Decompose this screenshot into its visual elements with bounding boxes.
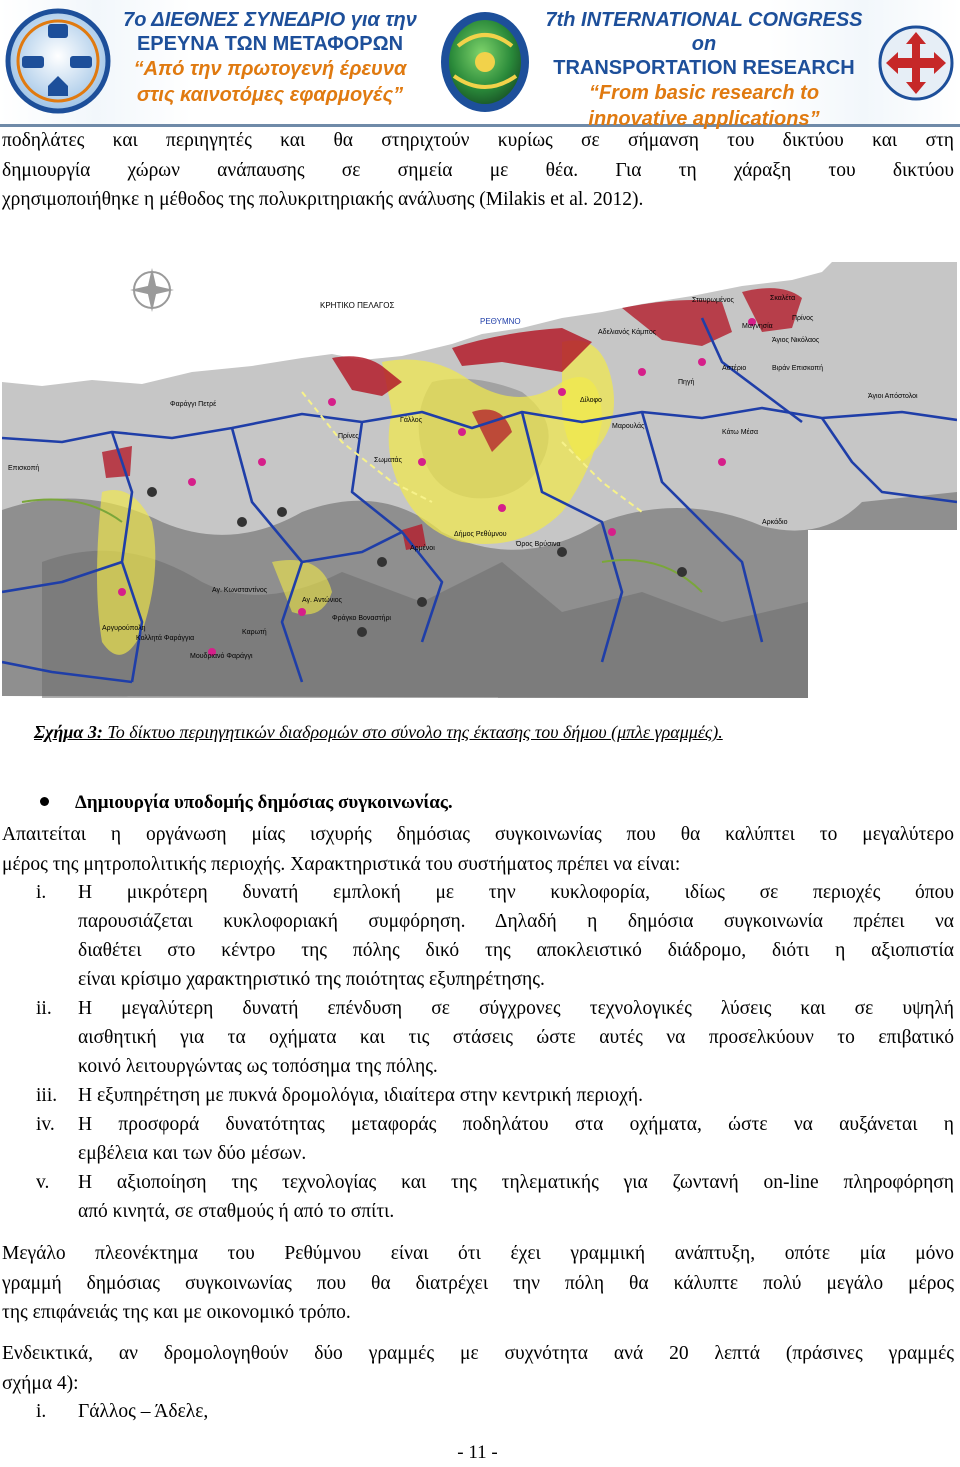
- banner-gr-title: 7ο ΔΙΕΘΝΕΣ ΣΥΝΕΔΡΙΟ για την: [123, 9, 417, 31]
- paragraph-line: της επιφάνειάς της και με οικονομικό τρόπο.: [2, 1302, 351, 1323]
- intro-paragraph: [2, 126, 954, 215]
- list-item-line: είναι κρίσιμο χαρακτηριστικό της ποιότητας εξυπηρέτησης.: [78, 969, 545, 990]
- banner-gr-motto-2: στις καινοτόμες εφαρμογές”: [136, 84, 404, 106]
- congress-globe-logo-icon: [436, 6, 534, 118]
- map-label: Κάτω Μέσα: [722, 429, 759, 436]
- map-label: Σωματάς: [374, 457, 402, 464]
- map-label: Άγιοι Απόστολοι: [868, 393, 918, 400]
- intro-line: χρησιμοποιήθηκε η μέθοδος της πολυκριτηριακής ανάλυσης (Milakis et al. 2012).: [2, 189, 644, 210]
- map-label: Άγιος Νικόλαος: [772, 337, 820, 344]
- map-label: Μαρουλάς: [612, 423, 645, 430]
- map-label: Αστέριο: [722, 365, 747, 372]
- list-item: [2, 994, 954, 1081]
- map-label: Αγ. Αντώνιος: [302, 597, 343, 604]
- map-label: Πηγή: [678, 379, 695, 386]
- paragraph-line: Απαιτείται η οργάνωση μίας ισχυρής δημόσιας συγκοινωνίας που θα καλύπτει το μεγαλύτερο: [2, 824, 954, 845]
- paragraph-line: Μεγάλο πλεονέκτημα του Ρεθύμνου είναι ότι έχει γραμμική ανάπτυξη, οπότε μία μόνο: [2, 1243, 954, 1264]
- paragraph-line: γραμμή δημόσιας συγκοινωνίας που θα διατρέχει την πόλη θα κάλυπτε πολύ μεγάλο μέρος: [2, 1272, 954, 1294]
- list-item: [2, 878, 954, 994]
- list-item: [2, 1081, 954, 1110]
- page-number: - 11 -: [457, 1442, 498, 1463]
- map-label: Μαγνησία: [742, 323, 773, 330]
- transport-modes-logo-icon: [4, 4, 112, 118]
- banner-en-motto-2: innovative applications”: [588, 108, 820, 130]
- intro-line: δημιουργία χώρων ανάπαυσης σε σημεία με θέα. Για τη χάραξη του δικτύου: [2, 159, 954, 181]
- map-label: Δίλοφο: [580, 397, 602, 404]
- banner-greek-text: [110, 8, 430, 108]
- banner-gr-subtitle: ΕΡΕΥΝΑ ΤΩΝ ΜΕΤΑΦΟΡΩΝ: [136, 33, 404, 55]
- map-label: Όρος Βρύσινα: [516, 541, 561, 548]
- intro-line: ποδηλάτες και περιηγητές και θα στηριχτούν κυρίως σε σήμανση του δικτύου και στη: [2, 130, 954, 151]
- list-item-line: διαθέτει στο κέντρο της πόλης δικό της αποκλειστικό διάδρομο, διότι η αξιοπιστία: [78, 940, 954, 961]
- map-label: Επισκοπή: [8, 465, 40, 472]
- list-item-line: κοινό λειτουργώντας ως τοπόσημα της πόλης.: [78, 1056, 438, 1077]
- map-label: Αγ. Κωνσταντίνος: [212, 587, 268, 594]
- map-label-city: ΡΕΘΥΜΝΟ: [480, 317, 521, 326]
- list-item: [2, 1110, 954, 1168]
- bullet-heading-text: Δημιουργία υποδομής δημόσιας συγκοινωνίας.: [75, 792, 453, 813]
- banner-english-text: [532, 8, 876, 132]
- banner-en-motto-1: “From basic research to: [588, 82, 820, 104]
- list-item-line: Η προσφορά δυνατότητας μεταφοράς ποδηλάτου στα οχήματα, ώστε να αυξάνεται η: [78, 1114, 954, 1135]
- map-label: Κολλητά Φαράγγια: [136, 635, 195, 642]
- list-item-number: ii.: [36, 998, 52, 1019]
- map-label: Αρκάδιο: [762, 519, 788, 526]
- lines-example-paragraph: [2, 1339, 954, 1398]
- list-item-line: Η εξυπηρέτηση με πυκνά δρομολόγια, ιδιαίτερα στην κεντρική περιοχή.: [78, 1085, 643, 1106]
- list-item-number: i.: [36, 1401, 47, 1422]
- map-label: Πρίνος: [792, 315, 814, 322]
- bullet-icon: [40, 797, 49, 806]
- list-item-number: iv.: [36, 1114, 55, 1135]
- banner-en-title: 7th INTERNATIONAL CONGRESS on: [545, 9, 863, 55]
- crossroad-arrows-logo-icon: [876, 10, 956, 116]
- paragraph-line: σχήμα 4):: [2, 1372, 79, 1394]
- list-item-number: i.: [36, 882, 47, 903]
- banner-gr-motto-1: “Από την πρωτογενή έρευνα: [133, 58, 407, 80]
- list-item-line: Η αξιοποίηση της τεχνολογίας και της τηλεματικής για ζωντανή on-line πληροφόρηση: [78, 1172, 954, 1193]
- map-label: Πρίνες: [338, 433, 359, 440]
- list-item-line: Η μεγαλύτερη δυνατή επένδυση σε σύγχρονες τεχνολογικές λύσεις και σε υψηλή: [78, 998, 954, 1019]
- map-label: Σκαλέτα: [770, 295, 796, 302]
- figure-caption-label: Σχήμα 3:: [34, 722, 103, 742]
- list-item: [2, 1168, 954, 1226]
- list-item-number: iii.: [36, 1085, 58, 1106]
- linear-development-paragraph: [2, 1239, 954, 1328]
- map-label: Μουδριανό Φαράγγι: [190, 653, 253, 660]
- list-item-line: εμβέλεια και των δύο μέσων.: [78, 1143, 307, 1164]
- list-item-line: Γάλλος – Άδελε,: [78, 1401, 209, 1422]
- list-item-line: από κινητά, σε σταθμούς ή από το σπίτι.: [78, 1201, 395, 1222]
- map-label: Φαράγγι Πετρέ: [170, 401, 217, 408]
- map-label: Βιράν Επισκοπή: [772, 365, 824, 372]
- routes-network-map: [2, 262, 957, 698]
- figure-caption: [34, 722, 934, 743]
- paragraph-line: Ενδεικτικά, αν δρομολογηθούν δύο γραμμές με συχνότητα ανά 20 λεπτά (πράσινες γραμμές: [2, 1343, 954, 1364]
- map-label: Αργυρούπολη: [102, 625, 146, 632]
- conference-banner: [0, 0, 960, 130]
- map-label: Καρωτή: [242, 629, 267, 636]
- map-label: Φράγκο Βοναστήρι: [332, 615, 391, 622]
- paragraph-line: μέρος της μητροπολιτικής περιοχής. Χαρακτηριστικά του συστήματος πρέπει να είναι:: [2, 853, 681, 875]
- map-label: Σταυρωμένος: [692, 297, 734, 304]
- map-label: Αρμένοι: [410, 545, 435, 552]
- requirements-list: [2, 878, 954, 1226]
- list-item-line: αισθητική για τα οχήματα και τις στάσεις ώστε αυτές να προσελκύουν το επιβατικό: [78, 1027, 954, 1048]
- figure-caption-text: Το δίκτυο περιηγητικών διαδρομών στο σύνολο της έκτασης του δήμου (μπλε γραμμές).: [102, 722, 723, 742]
- list-item-line: παρουσιάζεται κυκλοφοριακή συμφόρηση. Δηλαδή η δημόσια συγκοινωνία πρέπει να: [78, 911, 954, 932]
- section-bullet-heading: [40, 792, 453, 814]
- map-label: Αδελιανός Κάμπος: [598, 329, 657, 336]
- list-item-number: v.: [36, 1172, 50, 1193]
- map-label: Δήμος Ρεθύμνου: [454, 531, 507, 538]
- map-label: Γάλλος: [400, 417, 423, 424]
- list-item-line: Η μικρότερη δυνατή εμπλοκή με την κυκλοφορία, ιδίως σε περιοχές όπου: [78, 882, 954, 903]
- banner-en-subtitle: TRANSPORTATION RESEARCH: [553, 57, 855, 79]
- requirements-paragraph: [2, 820, 954, 879]
- list-item: [2, 1397, 954, 1426]
- lines-list: [2, 1397, 954, 1426]
- map-label-sea: ΚΡΗΤΙΚΟ ΠΕΛΑΓΟΣ: [320, 301, 395, 310]
